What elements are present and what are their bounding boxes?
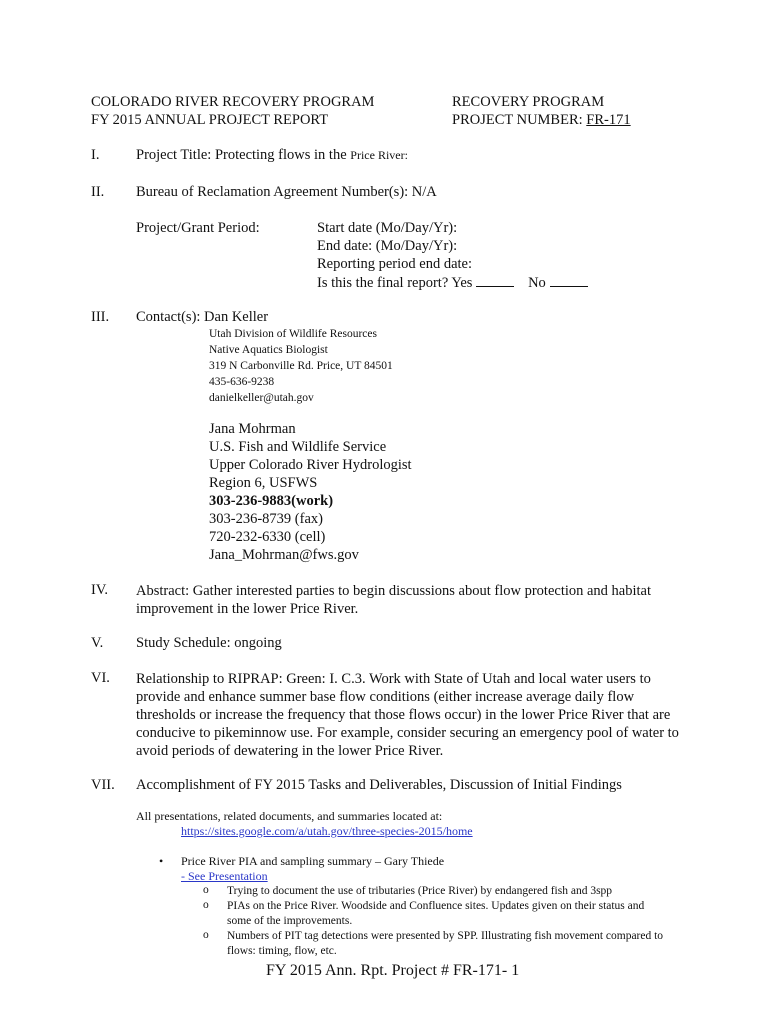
presentations-intro: All presentations, related documents, and summaries located at: xyxy=(136,809,443,823)
contact2-cell: 720-232-6330 (cell) xyxy=(209,529,326,545)
project-title-river: Price River: xyxy=(350,148,408,162)
reporting-end-date: Reporting period end date: xyxy=(317,256,473,272)
final-report-question xyxy=(317,273,588,292)
contact2-email: Jana_Mohrman@fws.gov xyxy=(209,547,359,563)
contact1-phone: 435-636-9238 xyxy=(209,376,275,388)
project-title-label: Project Title: Protecting flows in the xyxy=(136,147,351,163)
three-species-link[interactable]: https://sites.google.com/a/utah.gov/three-species-2015/home xyxy=(181,824,473,838)
section-i-numeral: I. xyxy=(91,147,100,163)
final-report-no: No xyxy=(528,275,546,291)
bullet-price-river-pia: Price River PIA and sampling summary – Gary Thiede xyxy=(181,854,445,868)
section-ii-numeral: II. xyxy=(91,184,105,200)
section-vii-numeral: VII. xyxy=(91,777,115,793)
contact2-block xyxy=(209,420,412,564)
contact2-name: Jana Mohrman xyxy=(209,421,296,437)
section-v-numeral: V. xyxy=(91,635,104,651)
contact1-address: 319 N Carbonville Rd. Price, UT 84501 xyxy=(209,360,393,372)
section-iii-numeral: III. xyxy=(91,309,110,325)
contact1-block xyxy=(209,326,393,406)
study-schedule: Study Schedule: ongoing xyxy=(136,635,282,651)
grant-period-label: Project/Grant Period: xyxy=(136,220,260,236)
final-report-yes: Is this the final report? Yes xyxy=(317,275,473,291)
bullet-marker: • xyxy=(159,854,164,868)
contact2-region: Region 6, USFWS xyxy=(209,475,318,491)
sub-item-3: Numbers of PIT tag detections were presented by SPP. Illustrating fish movement compared to flows: timing, flow, etc. xyxy=(227,930,664,957)
contact2-fax: 303-236-8739 (fax) xyxy=(209,511,323,527)
start-date: Start date (Mo/Day/Yr): xyxy=(317,220,458,236)
header-left-line2: FY 2015 ANNUAL PROJECT REPORT xyxy=(91,112,329,128)
sub-marker-1: o xyxy=(203,884,209,896)
sub-item-1: Trying to document the use of tributaries (Price River) by endangered fish and 3spp xyxy=(227,885,613,897)
page-footer: FY 2015 Ann. Rpt. Project # FR-171- 1 xyxy=(266,962,520,979)
riprap-text: Relationship to RIPRAP: Green: I. C.3. Work with State of Utah and local water users to provide and enhance summer base flow conditions (either increase average daily flow thresholds or increase the frequency that those flows occur) in the lower Price River that are conducive to pikeminnow use. For example, consider securing an emergency pool of water to avoid periods of dewatering in the lower Price River. xyxy=(136,671,679,759)
section-iv-numeral: IV. xyxy=(91,582,109,598)
header-right-line1: RECOVERY PROGRAM xyxy=(452,94,605,110)
header-left-line1: COLORADO RIVER RECOVERY PROGRAM xyxy=(91,94,375,110)
agreement-number: Bureau of Reclamation Agreement Number(s): N/A xyxy=(136,184,437,200)
section-vi-numeral: VI. xyxy=(91,670,110,686)
yes-blank[interactable] xyxy=(476,273,514,287)
contacts-label: Contact(s): Dan Keller xyxy=(136,309,269,325)
sub-marker-3: o xyxy=(203,929,209,941)
see-presentation-link[interactable]: - See Presentation xyxy=(181,869,268,883)
contact2-title: Upper Colorado River Hydrologist xyxy=(209,457,412,473)
no-blank[interactable] xyxy=(550,273,588,287)
header-right-line2 xyxy=(452,112,631,129)
end-date: End date: (Mo/Day/Yr): xyxy=(317,238,458,254)
contact2-org: U.S. Fish and Wildlife Service xyxy=(209,439,387,455)
sub-item-2: PIAs on the Price River. Woodside and Confluence sites. Updates given on their status and some of the improvements. xyxy=(227,900,645,927)
contact2-work-phone: 303-236-9883(work) xyxy=(209,493,334,509)
project-title xyxy=(136,147,408,164)
project-number-label: PROJECT NUMBER: xyxy=(452,112,587,128)
project-number: FR-171 xyxy=(586,112,631,128)
contact1-title: Native Aquatics Biologist xyxy=(209,344,328,356)
accomplishments-heading: Accomplishment of FY 2015 Tasks and Deliverables, Discussion of Initial Findings xyxy=(136,777,622,793)
sub-marker-2: o xyxy=(203,899,209,911)
contact1-org: Utah Division of Wildlife Resources xyxy=(209,328,377,340)
abstract-text: Abstract: Gather interested parties to begin discussions about flow protection and habitat improvement in the lower Price River. xyxy=(136,583,652,617)
contact1-email: danielkeller@utah.gov xyxy=(209,392,314,404)
